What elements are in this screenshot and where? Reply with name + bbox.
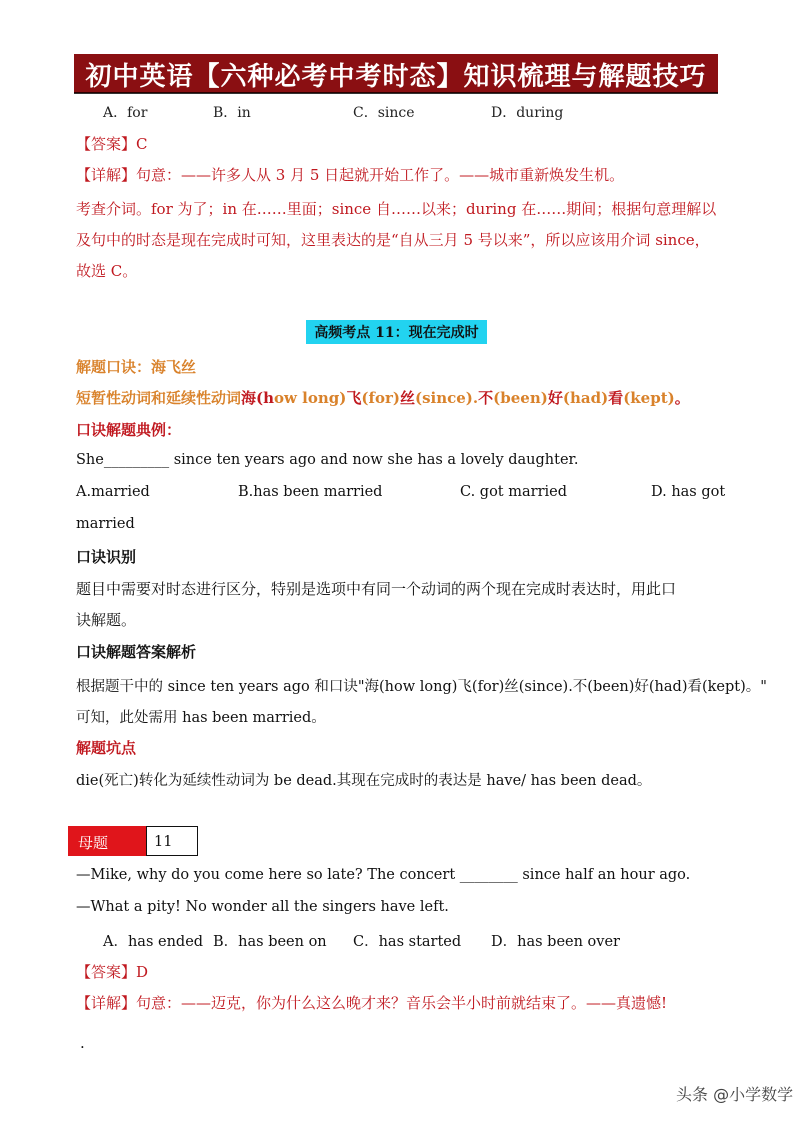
example-option-wrap: married	[76, 516, 135, 532]
pitfall-text: die(死亡)转化为延续性动词为 be dead.其现在完成时的表达是 have/ has been dead。	[76, 773, 652, 789]
example-option-d: D. has got	[651, 484, 726, 500]
mother-option-d: D．has been over	[491, 934, 620, 950]
answer-analysis-title: 口诀解题答案解析	[76, 643, 197, 661]
keypoint-label: 高频考点 11：现在完成时	[314, 325, 479, 341]
mnemonic-part: (had)	[562, 389, 609, 407]
mnemonic-part: 海	[241, 389, 257, 407]
mnemonic-part: 飞	[346, 389, 362, 407]
answer-analysis-line-1: 根据题干中的 since ten years ago 和口诀"海(how long)飞(for)丝(since).不(been)好(had)看(kept)。"	[76, 679, 767, 695]
mother-option-b: B．has been on	[213, 934, 327, 950]
mnemonic-part: (for)	[361, 389, 400, 407]
watermark: 头条 @小学数学	[676, 1085, 793, 1104]
example-title: 口诀解题典例：	[76, 421, 182, 439]
mother-option-a: A．has ended	[103, 934, 204, 950]
mother-question-label: 母题	[78, 834, 109, 852]
mnemonic-part: 看	[608, 389, 624, 407]
analysis-line-3: 故选 C。	[76, 262, 138, 280]
pitfall-title: 解题坑点	[76, 739, 137, 757]
example-option-a: A.married	[76, 484, 150, 500]
mnemonic-part: (kept)	[623, 389, 675, 407]
analysis-line-2: 及句中的时态是现在完成时可知，这里表达的是“自从三月 5 号以来”，所以应该用介词 since，	[76, 231, 710, 249]
answer-analysis-line-2: 可知，此处需用 has been married。	[76, 710, 326, 726]
analysis-line-1: 考查介词。for 为了；in 在……里面；since 自……以来；during 在……期间；根据句意理解以	[76, 200, 717, 218]
mnemonic-part: 好	[547, 389, 563, 407]
detail-line	[76, 164, 624, 185]
identify-line-1: 题目中需要对时态进行区分，特别是选项中有同一个动词的两个现在完成时表达时，用此口	[76, 580, 677, 598]
mother-question-line-2: —What a pity! No wonder all the singers have left.	[76, 899, 449, 915]
mother-detail-text: 句意：——迈克，你为什么这么晚才来？音乐会半小时前就结束了。——真遗憾!	[136, 994, 668, 1012]
detail-text: 句意：——许多人从 3 月 5 日起就开始工作了。——城市重新焕发生机。	[136, 166, 625, 184]
mnemonic-part: 丝	[399, 389, 415, 407]
trailing-dot: .	[80, 1034, 85, 1052]
option-b: B．in	[213, 105, 251, 121]
option-d: D．during	[491, 105, 564, 121]
header-rule	[74, 93, 718, 94]
mnemonic-title: 解题口诀：海飞丝	[76, 358, 197, 376]
mother-question-number: 11	[154, 834, 173, 850]
option-a: A．for	[103, 105, 148, 121]
example-question: She_________ since ten years ago and now she has a lovely daughter.	[76, 452, 579, 468]
mother-option-c: C．has started	[353, 934, 462, 950]
mnemonic-part: (been)	[493, 389, 548, 407]
answer-line: 【答案】C	[76, 135, 148, 153]
detail-label: 【详解】	[76, 166, 137, 184]
mother-detail-label: 【详解】	[76, 994, 137, 1012]
mnemonic-part: 短暂性动词和延续性动词	[76, 389, 242, 407]
mnemonic-part: 不	[478, 389, 494, 407]
example-option-c: C. got married	[460, 484, 568, 500]
mnemonic-part: (h	[256, 389, 275, 407]
identify-line-2: 诀解题。	[76, 611, 137, 629]
identify-title: 口诀识别	[76, 548, 137, 566]
mnemonic-line	[76, 387, 690, 408]
mnemonic-part: (since).	[414, 389, 479, 407]
mother-answer-line: 【答案】D	[76, 963, 149, 981]
mother-question-line-1: —Mike, why do you come here so late? The concert ________ since half an hour ago.	[76, 867, 691, 883]
option-c: C．since	[353, 105, 415, 121]
example-option-b: B.has been married	[238, 484, 383, 500]
page-title: 初中英语【六种必考中考时态】知识梳理与解题技巧	[85, 62, 707, 92]
mnemonic-part: 。	[674, 389, 690, 407]
mnemonic-part: ow long)	[274, 389, 347, 407]
mother-detail-line	[76, 992, 667, 1013]
